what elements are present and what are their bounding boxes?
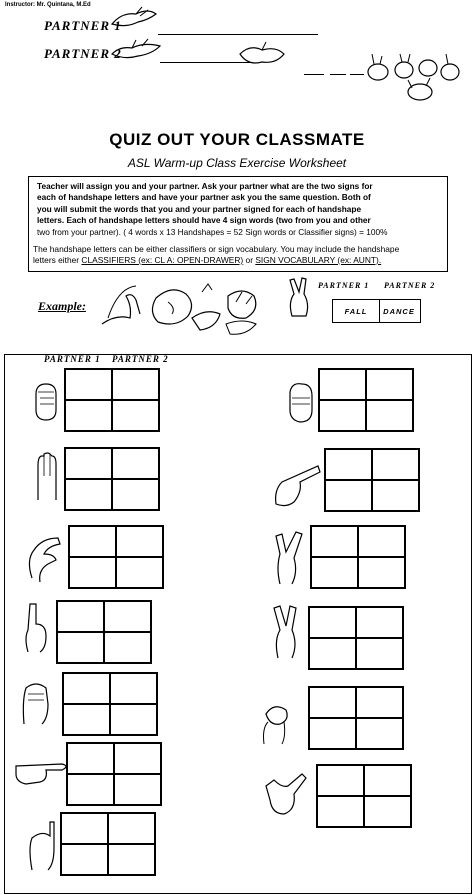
- d-handshape-icon: [20, 602, 50, 654]
- answer-cell[interactable]: [116, 526, 163, 557]
- answer-cell[interactable]: [356, 718, 403, 749]
- example-partner2-label: PARTNER 2: [384, 281, 436, 290]
- page-title: QUIZ OUT YOUR CLASSMATE: [109, 130, 365, 149]
- answer-grid-c[interactable]: [68, 525, 164, 589]
- a-handshape-icon: [30, 378, 62, 422]
- partner2-label: PARTNER 2: [44, 46, 122, 61]
- grid-partner2-label: PARTNER 2: [112, 354, 169, 364]
- instruction-line: you will submit the words that you and your partner signed for each of handshape: [37, 203, 362, 214]
- g-handshape-icon: [12, 754, 74, 788]
- answer-cell[interactable]: [311, 526, 358, 557]
- partner1-name-line[interactable]: [158, 34, 318, 35]
- example-label: Example:: [38, 299, 86, 313]
- answer-cell[interactable]: [309, 687, 356, 718]
- answer-cell[interactable]: [104, 601, 151, 632]
- fingerspell-hand-icon: [108, 4, 160, 30]
- answer-cell[interactable]: [356, 607, 403, 638]
- partner1-label: PARTNER 1: [44, 18, 122, 33]
- answer-grid-k[interactable]: [310, 525, 406, 589]
- l-handshape-icon: [272, 528, 308, 586]
- answer-cell[interactable]: [358, 557, 405, 588]
- answer-cell[interactable]: [112, 369, 159, 400]
- answer-cell[interactable]: [309, 638, 356, 669]
- answer-cell[interactable]: [112, 448, 159, 479]
- answer-grid-a[interactable]: [64, 368, 160, 432]
- answer-cell[interactable]: [108, 813, 155, 844]
- example-word-dance: DANCE: [378, 299, 421, 323]
- instructions-box: [28, 176, 448, 272]
- answer-cell[interactable]: [311, 557, 358, 588]
- answer-cell[interactable]: [57, 601, 104, 632]
- instructions-text: [37, 181, 441, 238]
- answer-grid-f[interactable]: [66, 742, 162, 806]
- answer-cell[interactable]: [325, 480, 372, 511]
- answer-grid-g[interactable]: [60, 812, 156, 876]
- note-text: letters either: [33, 255, 82, 265]
- answer-cell[interactable]: [110, 704, 157, 735]
- answer-cell[interactable]: [63, 704, 110, 735]
- instruction-line: two from your partner). ( 4 words x 13 Handshapes = 52 Sign words or Classifier signs) = 100%: [37, 226, 388, 237]
- answer-cell[interactable]: [372, 480, 419, 511]
- answer-cell[interactable]: [364, 796, 411, 827]
- answer-grid-m[interactable]: [308, 686, 404, 750]
- i-handshape-icon: [24, 818, 58, 872]
- answer-cell[interactable]: [358, 526, 405, 557]
- underline: [330, 74, 346, 75]
- example-sign-illustration: [96, 278, 266, 340]
- instruction-line: Teacher will assign you and your partner. Ask your partner what are the two signs for: [37, 181, 373, 191]
- fingerspell-hands-icon: [364, 48, 469, 104]
- answer-cell[interactable]: [69, 557, 116, 588]
- v-handshape-icon: [286, 276, 312, 320]
- answer-cell[interactable]: [364, 765, 411, 796]
- s-handshape-icon: [286, 378, 316, 424]
- answer-cell[interactable]: [112, 479, 159, 510]
- note-line: [33, 255, 443, 266]
- underline: [304, 74, 324, 75]
- instruction-line: letters. Each of handshape letters should have 4 sign words (two from you and other: [37, 215, 371, 226]
- answer-cell[interactable]: [61, 844, 108, 875]
- partner2-name-line[interactable]: [160, 62, 252, 63]
- answer-cell[interactable]: [69, 526, 116, 557]
- answer-cell[interactable]: [114, 774, 161, 805]
- instruction-line: each of handshape letters and have your partner ask you the same question. Both of: [37, 192, 371, 203]
- answer-cell[interactable]: [110, 673, 157, 704]
- answer-grid-d[interactable]: [56, 600, 152, 664]
- grid-partner1-label: PARTNER 1: [44, 354, 101, 364]
- instructor-name: Instructor: Mr. Quintana, M.Ed: [5, 2, 91, 8]
- y-handshape-icon: [262, 768, 310, 818]
- answer-cell[interactable]: [104, 632, 151, 663]
- answer-cell[interactable]: [65, 400, 112, 431]
- b-handshape-icon: [32, 452, 62, 502]
- answer-cell[interactable]: [114, 743, 161, 774]
- classifiers-example: CLASSIFIERS (ex: CL A: OPEN-DRAWER): [81, 255, 244, 265]
- answer-cell[interactable]: [317, 765, 364, 796]
- answer-cell[interactable]: [366, 369, 413, 400]
- answer-cell[interactable]: [366, 400, 413, 431]
- answer-cell[interactable]: [67, 774, 114, 805]
- answer-grid-h[interactable]: [318, 368, 414, 432]
- answer-grid-e[interactable]: [62, 672, 158, 736]
- page-subtitle: ASL Warm-up Class Exercise Worksheet: [127, 156, 347, 170]
- answer-cell[interactable]: [319, 369, 366, 400]
- handshape-note: [33, 244, 443, 266]
- answer-grid-i[interactable]: [324, 448, 420, 512]
- answer-cell[interactable]: [309, 718, 356, 749]
- answer-cell[interactable]: [317, 796, 364, 827]
- answer-cell[interactable]: [309, 607, 356, 638]
- answer-cell[interactable]: [356, 638, 403, 669]
- answer-cell[interactable]: [108, 844, 155, 875]
- answer-cell[interactable]: [65, 448, 112, 479]
- answer-cell[interactable]: [65, 369, 112, 400]
- vocabulary-example: SIGN VOCABULARY (ex: AUNT).: [255, 255, 382, 265]
- answer-cell[interactable]: [325, 449, 372, 480]
- answer-cell[interactable]: [372, 449, 419, 480]
- note-line: The handshape letters can be either classifiers or sign vocabulary. You may include the handshape: [33, 244, 400, 254]
- example-partner1-label: PARTNER 1: [318, 281, 370, 290]
- answer-grid-n[interactable]: [316, 764, 412, 828]
- answer-cell[interactable]: [319, 400, 366, 431]
- answer-cell[interactable]: [63, 673, 110, 704]
- note-text: or: [243, 255, 256, 265]
- h-handshape-icon: [272, 458, 324, 510]
- answer-cell[interactable]: [61, 813, 108, 844]
- answer-cell[interactable]: [57, 632, 104, 663]
- answer-grid-l[interactable]: [308, 606, 404, 670]
- v-handshape-icon: [270, 604, 302, 660]
- answer-cell[interactable]: [356, 687, 403, 718]
- underline: [350, 74, 364, 75]
- c-handshape-icon: [22, 530, 66, 584]
- answer-cell[interactable]: [116, 557, 163, 588]
- answer-grid-b[interactable]: [64, 447, 160, 511]
- e-handshape-icon: [18, 676, 52, 726]
- answer-cell[interactable]: [67, 743, 114, 774]
- example-word-fall: FALL: [332, 299, 380, 323]
- answer-cell[interactable]: [112, 400, 159, 431]
- o-handshape-icon: [254, 696, 300, 746]
- answer-cell[interactable]: [65, 479, 112, 510]
- fingerspell-hand-icon: [236, 40, 288, 70]
- fingerspell-hand-icon: [108, 36, 168, 62]
